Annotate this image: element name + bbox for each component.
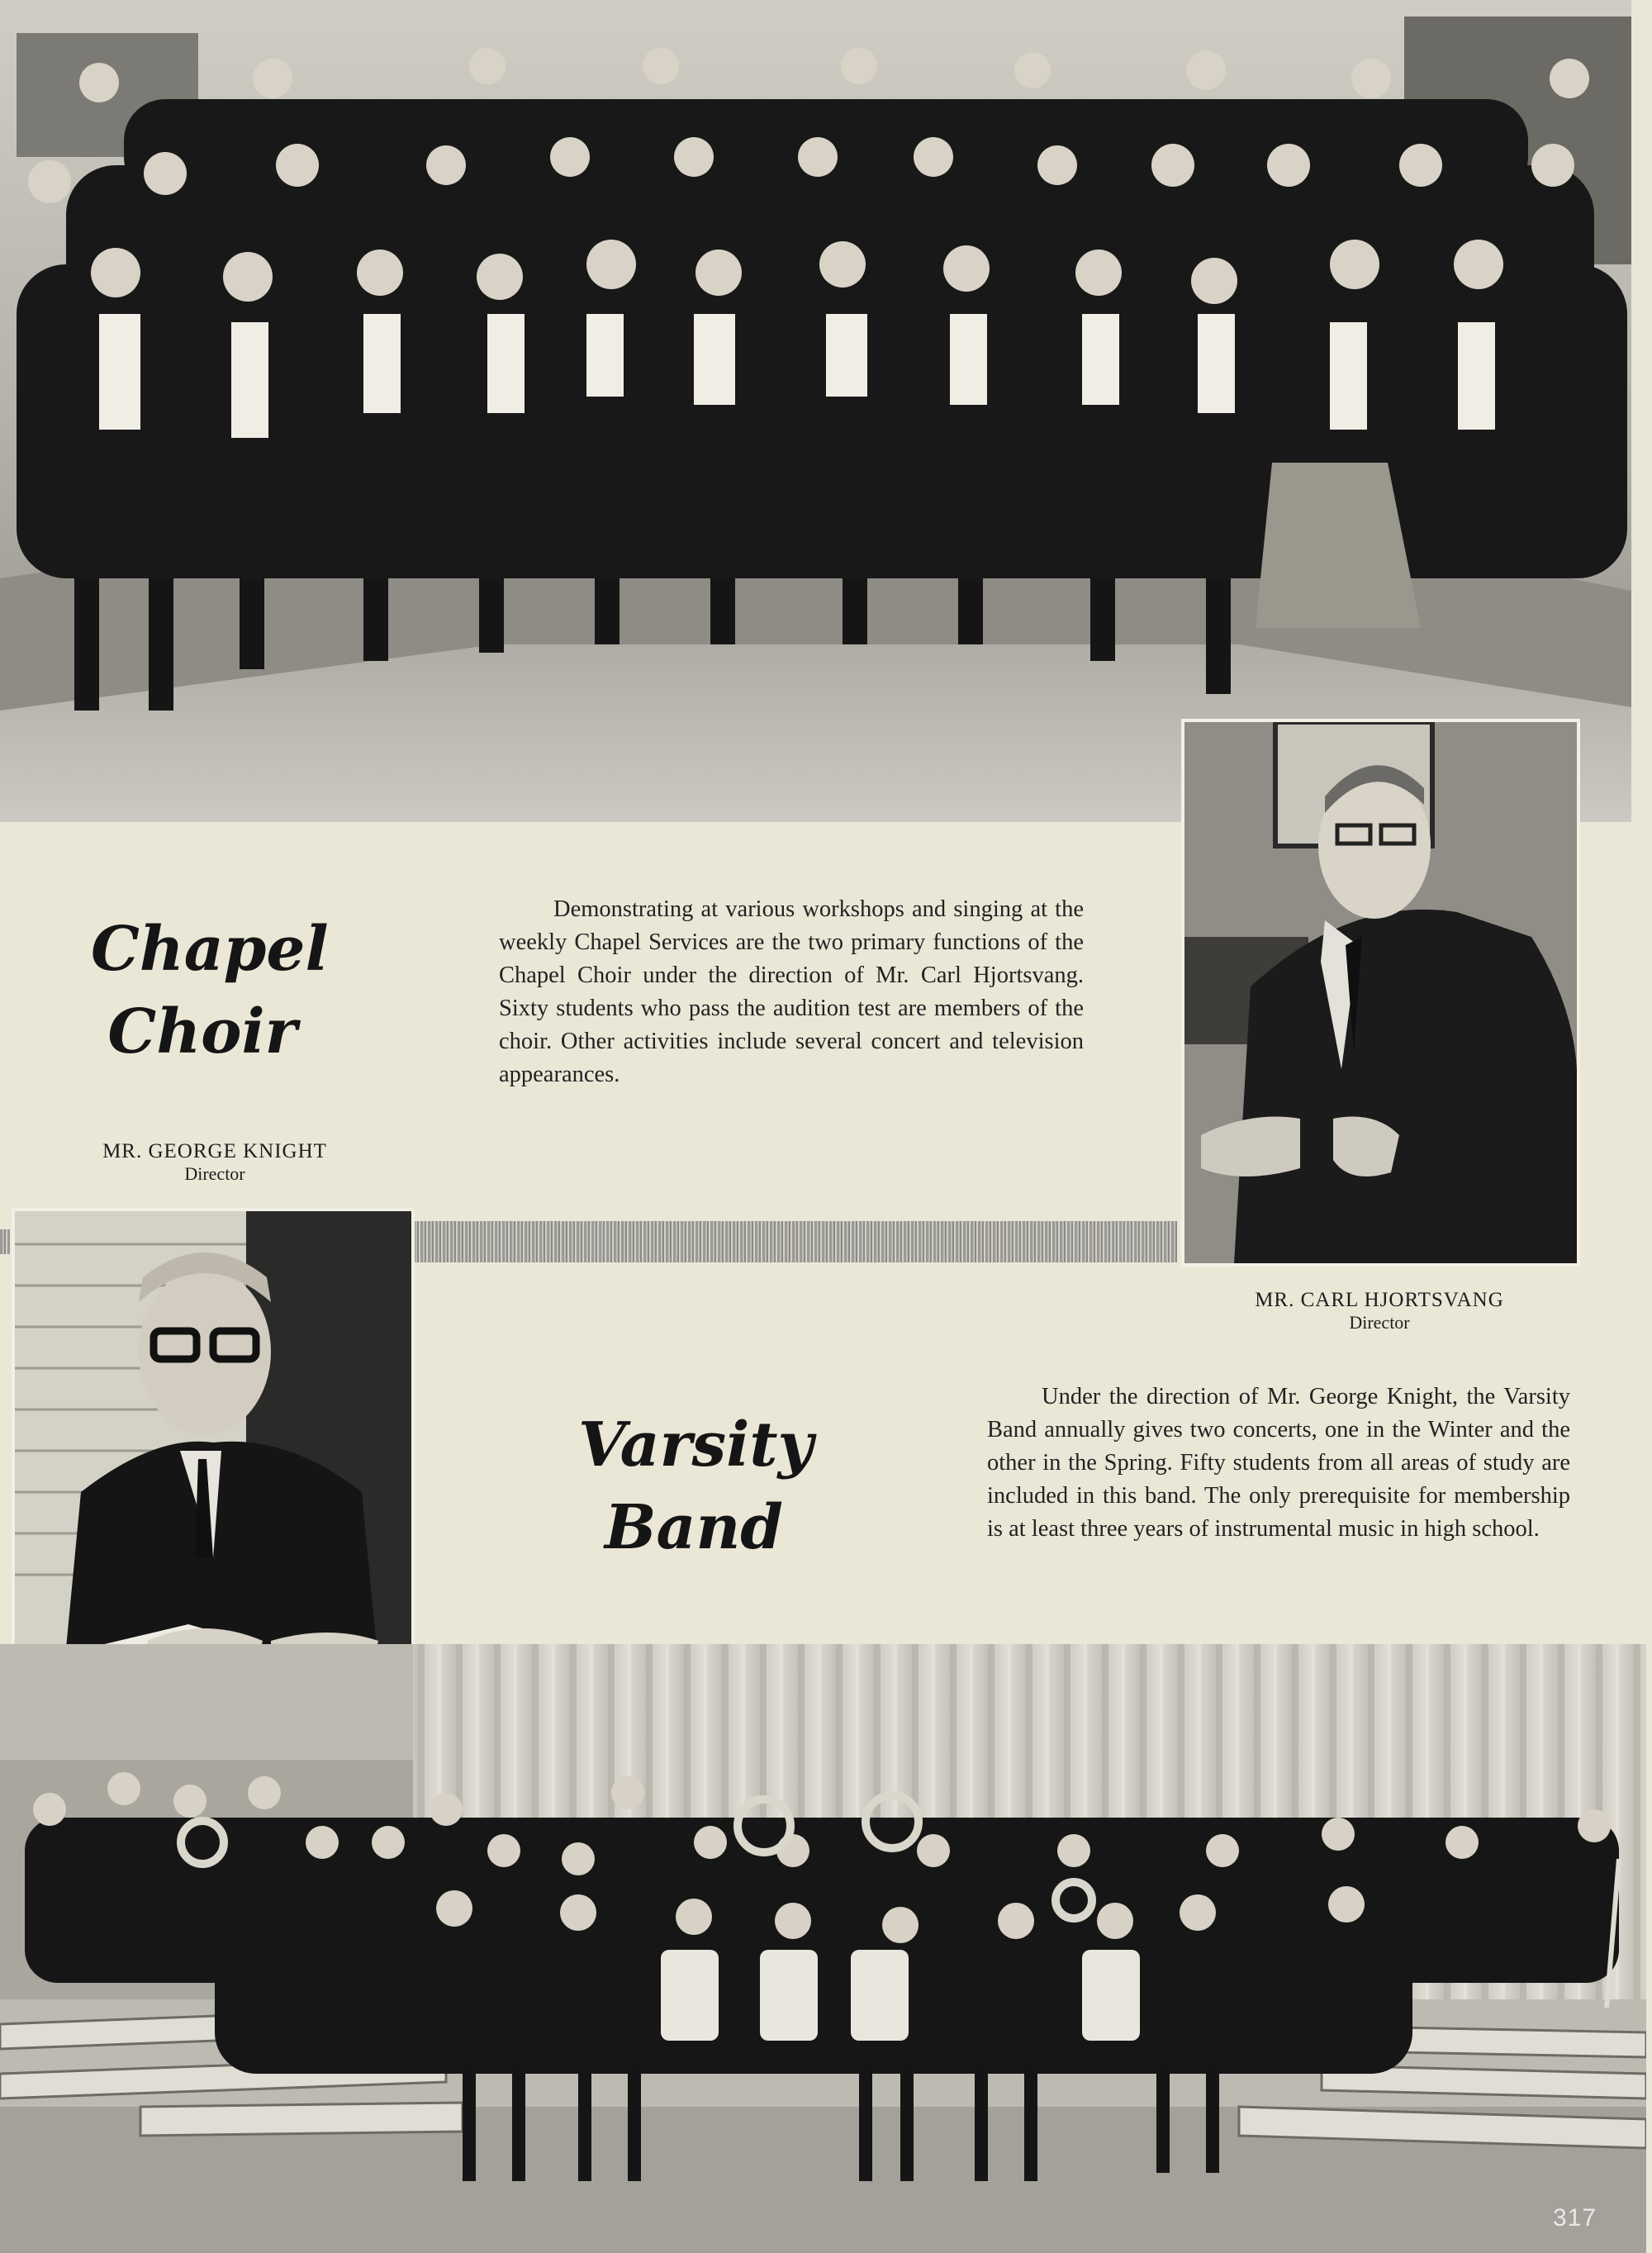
george-knight-caption-role: Director (184, 1163, 245, 1184)
varsity-band-group-photo (0, 1644, 1646, 2253)
chapel-choir-title-line2: Choir (107, 996, 297, 1067)
varsity-band-title (578, 1405, 814, 1570)
section-divider (413, 1221, 1177, 1262)
carl-hjortsvang-caption-role: Director (1349, 1312, 1410, 1333)
section-divider-left-mark (0, 1229, 10, 1254)
carl-hjortsvang-portrait (1181, 719, 1580, 1267)
varsity-band-title-line2: Band (604, 1491, 784, 1563)
varsity-band-description: Under the direction of Mr. George Knight, the Varsity Band annually gives two concerts, one in the Winter and the other in the Spring. Fifty students from all areas of study are included in this band. The only prerequisite for membership is at least three years of instrumental music in high school. (987, 1384, 1570, 1542)
chapel-choir-title-line1: Chapel (91, 914, 329, 985)
page-margin (1631, 0, 1652, 822)
chapel-choir-title (91, 909, 329, 1074)
chapel-choir-description: Demonstrating at various workshops and singing at the weekly Chapel Services are the two primary functions of the Chapel Choir under the direction of Mr. Carl Hjortsvang. Sixty students who pass the audition test are members of the choir. Other activities include several concert and television appearances. (499, 896, 1084, 1087)
carl-hjortsvang-caption-name: MR. CARL HJORTSVANG (1255, 1289, 1504, 1311)
chapel-choir-group-photo (0, 0, 1652, 822)
george-knight-caption-name: MR. GEORGE KNIGHT (102, 1140, 327, 1162)
varsity-band-title-line1: Varsity (578, 1409, 814, 1481)
page-number: 317 (1553, 2204, 1597, 2232)
